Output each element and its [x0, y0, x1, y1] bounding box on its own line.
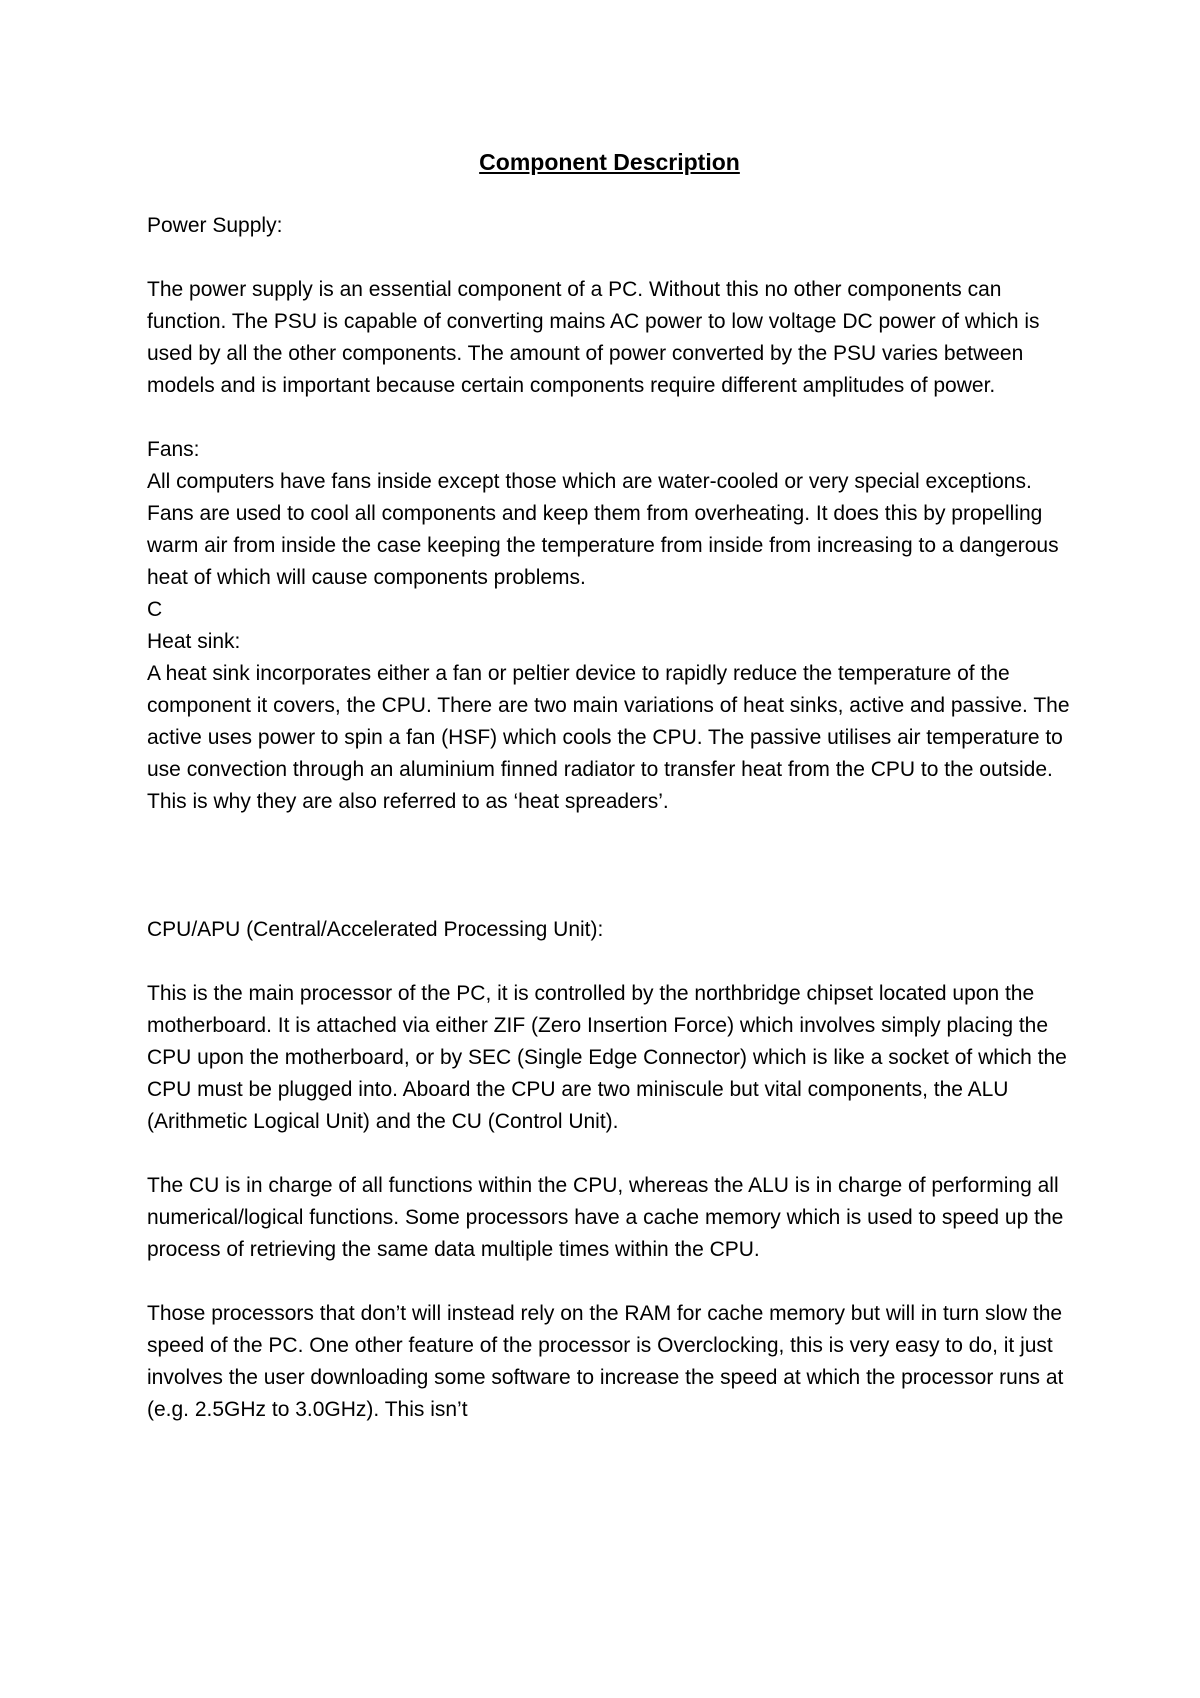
stray-character: C — [147, 598, 163, 621]
paragraph-heat-sink: A heat sink incorporates either a fan or peltier device to rapidly reduce the temperature of the component it covers, the CPU. There are two main variations of heat sinks, active and passive. The active uses power to spin a fan (HSF) which cools the CPU. The passive utilises air temperature to use convection through an aluminium finned radiator to transfer heat from the CPU to the outside. This is why they are also referred to as ‘heat spreaders’. — [147, 662, 1070, 813]
paragraph-fans: All computers have fans inside except those which are water-cooled or very special exceptions. Fans are used to cool all components and keep them from overheating. It does this by propelling warm air from inside the case keeping the temperature from inside from increasing to a dangerous heat of which will cause components problems. — [147, 470, 1059, 589]
section-cpu — [147, 914, 1080, 1426]
section-heading-power-supply: Power Supply: — [147, 214, 283, 237]
paragraph-power-supply: The power supply is an essential component of a PC. Without this no other components can function. The PSU is capable of converting mains AC power to low voltage DC power of which is used by all the other components. The amount of power converted by the PSU varies between models and is important because certain components require different amplitudes of power. — [147, 278, 1040, 397]
section-heading-cpu: CPU/APU (Central/Accelerated Processing Unit): — [147, 918, 604, 941]
paragraph-cpu-1: This is the main processor of the PC, it is controlled by the northbridge chipset located upon the motherboard. It is attached via either ZIF (Zero Insertion Force) which involves simply placing the CPU upon the motherboard, or by SEC (Single Edge Connector) which is like a socket of which the CPU must be plugged into. Aboard the CPU are two miniscule but vital components, the ALU (Arithmetic Logical Unit) and the CU (Control Unit). — [147, 982, 1067, 1133]
document-title: Component Description — [479, 149, 740, 175]
section-heading-heat-sink: Heat sink: — [147, 630, 241, 653]
section-heat-sink — [147, 626, 1080, 818]
section-heading-fans: Fans: — [147, 438, 200, 461]
section-fans — [147, 434, 1080, 626]
section-power-supply — [147, 210, 1080, 402]
paragraph-cpu-2: The CU is in charge of all functions within the CPU, whereas the ALU is in charge of performing all numerical/logical functions. Some processors have a cache memory which is used to speed up the process of retrieving the same data multiple times within the CPU. — [147, 1174, 1064, 1261]
paragraph-cpu-3: Those processors that don’t will instead rely on the RAM for cache memory but will in turn slow the speed of the PC. One other feature of the processor is Overclocking, this is very easy to do, it just involves the user downloading some software to increase the speed at which the processor runs at (e.g. 2.5GHz to 3.0GHz). This isn’t — [147, 1302, 1064, 1421]
